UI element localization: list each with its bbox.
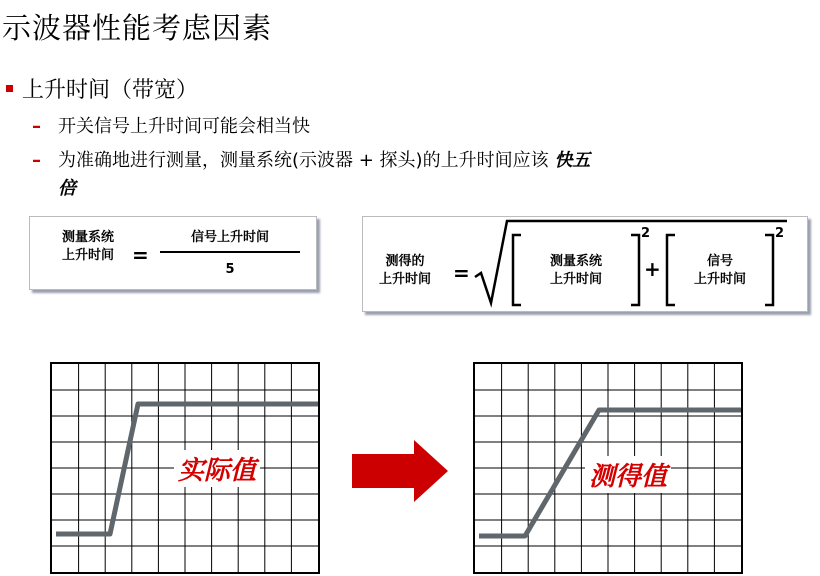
measured-value-label: 测得值	[585, 456, 671, 493]
formula2-equals: =	[453, 261, 470, 285]
formula1-lhs	[48, 229, 128, 265]
page-title: 示波器性能考虑因素	[2, 11, 273, 45]
right-arrow-icon	[352, 440, 448, 502]
scope-panel-actual	[50, 362, 320, 574]
formula1-lhs-line1: 测量系统	[61, 230, 114, 245]
formula2-lhs-line1: 测得的	[385, 254, 425, 269]
formula-box-1	[29, 216, 317, 290]
formula2-term2-line2: 上升时间	[693, 272, 746, 287]
sub-item-2-text: 为准确地进行测量，测量系统(示波器 + 探头)的上升时间应该	[58, 150, 549, 171]
formula2-term1-line2: 上升时间	[549, 272, 602, 287]
bullet-marker	[6, 85, 13, 92]
sub-item-2-emphasis: 快五	[554, 150, 591, 171]
formula2-lhs-line2: 上升时间	[378, 272, 431, 287]
formula2-plus: +	[644, 257, 661, 281]
formula1-denominator: 5	[225, 262, 235, 277]
formula1-numerator: 信号上升时间	[190, 230, 269, 245]
formula2-term2	[675, 253, 765, 289]
formula2-exponent-2: 2	[775, 226, 785, 241]
formula2-term1	[521, 253, 631, 289]
formula2-term2-line1: 信号	[706, 254, 733, 269]
formula1-lhs-line2: 上升时间	[61, 248, 114, 263]
formula-box-2	[362, 216, 808, 312]
sub-item-2	[32, 146, 812, 172]
sub-item-2-continuation: 倍	[58, 178, 76, 199]
formula2-exponent-1: 2	[641, 226, 651, 241]
dash-marker: –	[32, 116, 41, 137]
formula1-equals: =	[132, 243, 149, 267]
sub-item-1	[32, 112, 310, 138]
formula2-term1-line1: 测量系统	[549, 254, 602, 269]
fraction-bar	[160, 251, 300, 253]
bullet-heading: 上升时间（带宽）	[22, 78, 199, 103]
dash-marker: –	[32, 150, 41, 171]
sub-item-1-text: 开关信号上升时间可能会相当快	[58, 116, 310, 137]
scope-panel-measured	[473, 362, 743, 574]
actual-value-label: 实际值	[174, 450, 260, 487]
